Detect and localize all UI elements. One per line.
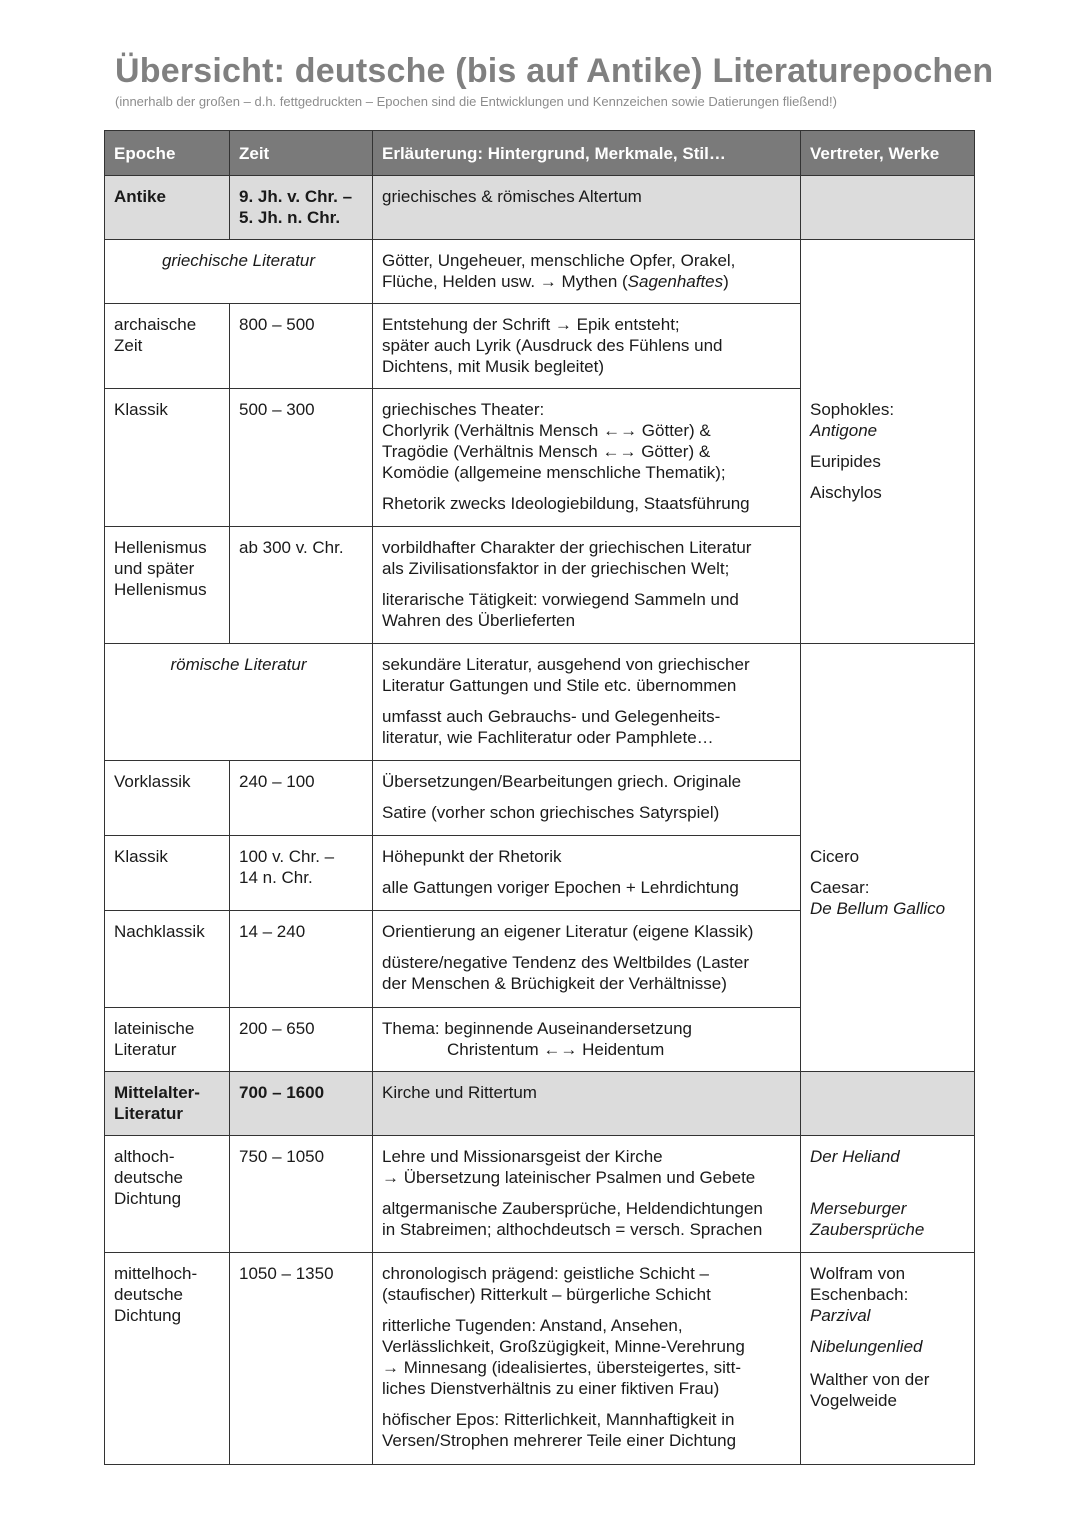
cell-epoche: Vorklassik bbox=[105, 761, 230, 836]
cell-epoche: Mittelalter- Literatur bbox=[105, 1072, 230, 1136]
header-vertreter: Vertreter, Werke bbox=[801, 131, 975, 176]
table-row bbox=[105, 240, 975, 304]
cell-epoche: griechische Literatur bbox=[105, 240, 373, 304]
cell-epoche: Nachklassik bbox=[105, 911, 230, 1008]
cell-text: chronologisch prägend: geistliche Schicht – (staufischer) Ritterkult – bürgerliche Schicht ritterliche Tugenden: Anstand, Ansehen, Verlässlichkeit, Großzügigkeit, Minne-Verehrung → Minnesang (idealisiertes, übersteigertes, sitt- liches Dienstverhältnis zu einer fiktiven Frau) höfischer Epos: Ritterlichkeit, Mannhaftigkeit in Versen/Strophen mehrerer Teile einer Dichtung bbox=[373, 1253, 801, 1465]
cell-text: Thema: beginnende Auseinandersetzung Christentum ←→ Heidentum bbox=[373, 1008, 801, 1072]
cell-vertreter bbox=[801, 1072, 975, 1136]
header-erlaeuterung: Erläuterung: Hintergrund, Merkmale, Stil… bbox=[373, 131, 801, 176]
cell-vertreter: Wolfram von Eschenbach: Parzival Nibelungenlied Walther von der Vogelweide bbox=[801, 1253, 975, 1465]
cell-text: Kirche und Rittertum bbox=[373, 1072, 801, 1136]
table-row bbox=[105, 644, 975, 761]
epochs-table bbox=[104, 130, 975, 1465]
cell-epoche: Antike bbox=[105, 176, 230, 240]
cell-zeit: 14 – 240 bbox=[230, 911, 373, 1008]
cell-zeit: 200 – 650 bbox=[230, 1008, 373, 1072]
header-zeit: Zeit bbox=[230, 131, 373, 176]
header-epoche: Epoche bbox=[105, 131, 230, 176]
cell-epoche: römische Literatur bbox=[105, 644, 373, 761]
cell-epoche: Hellenismus und später Hellenismus bbox=[105, 527, 230, 644]
cell-text: sekundäre Literatur, ausgehend von griechischer Literatur Gattungen und Stile etc. übernommen umfasst auch Gebrauchs- und Gelegenheits- literatur, wie Fachliteratur oder Pamphlete… bbox=[373, 644, 801, 761]
cell-zeit: 100 v. Chr. – 14 n. Chr. bbox=[230, 836, 373, 911]
table-header-row bbox=[105, 131, 975, 176]
cell-text: vorbildhafter Charakter der griechischen Literatur als Zivilisationsfaktor in der griechischen Welt; literarische Tätigkeit: vorwiegend Sammeln und Wahren des Überlieferten bbox=[373, 527, 801, 644]
cell-text: Entstehung der Schrift → Epik entsteht; später auch Lyrik (Ausdruck des Fühlens und Dichtens, mit Musik begleitet) bbox=[373, 304, 801, 389]
cell-epoche: Klassik bbox=[105, 836, 230, 911]
cell-epoche: Klassik bbox=[105, 389, 230, 527]
cell-zeit: 700 – 1600 bbox=[230, 1072, 373, 1136]
cell-epoche: archaische Zeit bbox=[105, 304, 230, 389]
vertreter-roem: Cicero Caesar: De Bellum Gallico bbox=[810, 847, 946, 918]
cell-text: Götter, Ungeheuer, menschliche Opfer, Orakel, Flüche, Helden usw. → Mythen (Sagenhaftes) bbox=[373, 240, 801, 304]
cell-epoche: mittelhoch- deutsche Dichtung bbox=[105, 1253, 230, 1465]
cell-epoche: althoch- deutsche Dichtung bbox=[105, 1136, 230, 1253]
table-row bbox=[105, 176, 975, 240]
cell-text: Lehre und Missionarsgeist der Kirche → Übersetzung lateinischer Psalmen und Gebete altgermanische Zaubersprüche, Heldendichtungen in Stabreimen; althochdeutsch = versch. Sprachen bbox=[373, 1136, 801, 1253]
table-row bbox=[105, 1136, 975, 1253]
cell-zeit: ab 300 v. Chr. bbox=[230, 527, 373, 644]
cell-zeit: 500 – 300 bbox=[230, 389, 373, 527]
cell-text: griechisches Theater: Chorlyrik (Verhältnis Mensch ←→ Götter) & Tragödie (Verhältnis Mensch ←→ Götter) & Komödie (allgemeine menschliche Thematik); Rhetorik zwecks Ideologiebildung, Staatsführung bbox=[373, 389, 801, 527]
cell-zeit: 1050 – 1350 bbox=[230, 1253, 373, 1465]
cell-text: Höhepunkt der Rhetorik alle Gattungen voriger Epochen + Lehrdichtung bbox=[373, 836, 801, 911]
table-row bbox=[105, 1253, 975, 1465]
vertreter-griech: Sophokles: Antigone Euripides Aischylos bbox=[810, 400, 895, 502]
cell-vertreter: Der Heliand Merseburger Zaubersprüche bbox=[801, 1136, 975, 1253]
page-title: Übersicht: deutsche (bis auf Antike) Literaturepochen bbox=[115, 52, 994, 90]
page-subtitle: (innerhalb der großen – d.h. fettgedruckten – Epochen sind die Entwicklungen und Kennzeichen sowie Datierungen fließend!) bbox=[115, 94, 837, 109]
cell-zeit: 9. Jh. v. Chr. – 5. Jh. n. Chr. bbox=[230, 176, 373, 240]
cell-vertreter bbox=[801, 176, 975, 240]
cell-epoche: lateinische Literatur bbox=[105, 1008, 230, 1072]
cell-text: Übersetzungen/Bearbeitungen griech. Originale Satire (vorher schon griechisches Satyrspiel) bbox=[373, 761, 801, 836]
cell-zeit: 800 – 500 bbox=[230, 304, 373, 389]
cell-text: griechisches & römisches Altertum bbox=[373, 176, 801, 240]
cell-zeit: 750 – 1050 bbox=[230, 1136, 373, 1253]
cell-zeit: 240 – 100 bbox=[230, 761, 373, 836]
table-row bbox=[105, 1072, 975, 1136]
cell-text: Orientierung an eigener Literatur (eigene Klassik) düstere/negative Tendenz des Weltbildes (Laster der Menschen & Brüchigkeit der Verhältnisse) bbox=[373, 911, 801, 1008]
